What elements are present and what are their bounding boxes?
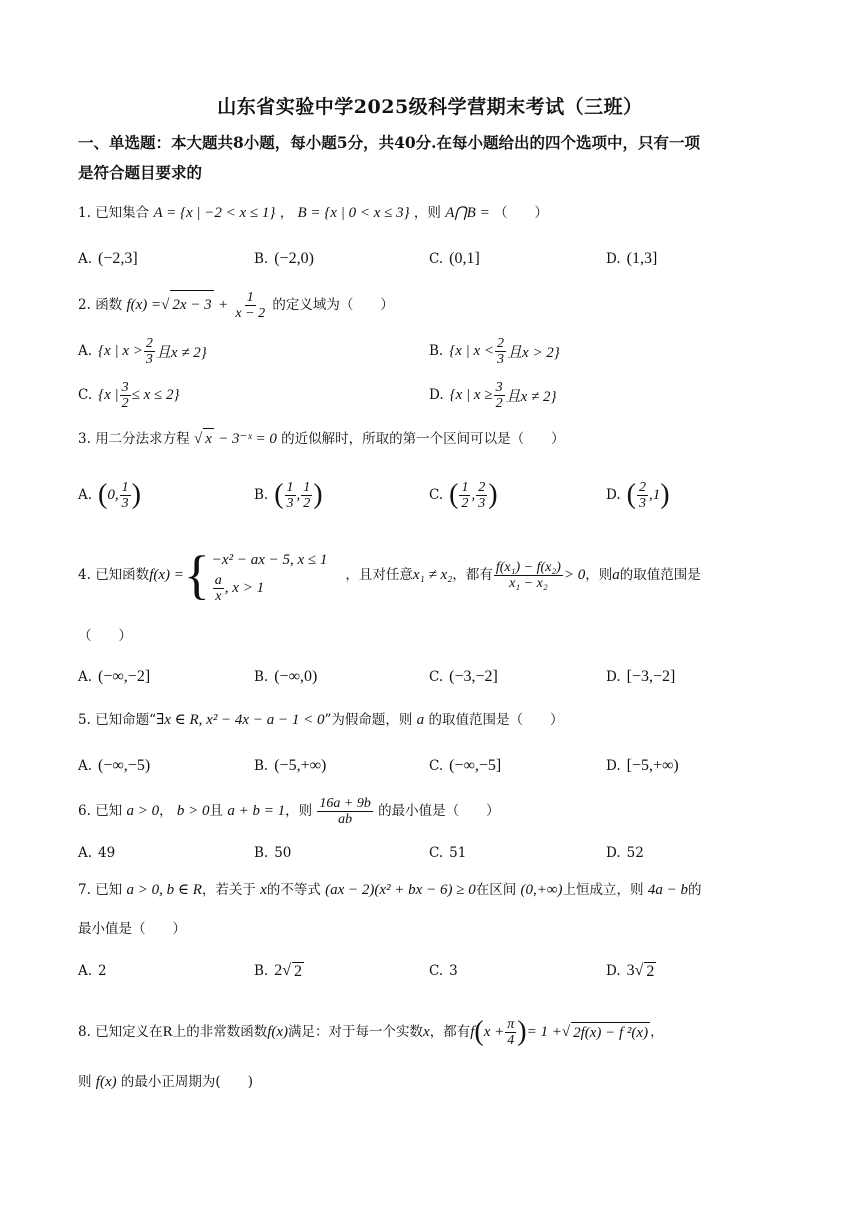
denominator: 2 (121, 395, 129, 411)
radicand: 2 (294, 962, 302, 980)
question-4-bracket: （ ） (78, 628, 132, 644)
question-5-options (78, 753, 790, 779)
question-number: 7. (78, 882, 91, 898)
option-label: A. (78, 669, 93, 685)
fraction (505, 1017, 516, 1048)
option-b[interactable] (254, 664, 317, 690)
question-number: 6. (78, 803, 91, 819)
option-label: C. (429, 669, 444, 685)
denominator: 4 (507, 1032, 515, 1048)
option-value: (−2,3] (98, 250, 138, 267)
numerator: 2 (478, 479, 486, 495)
numerator: 1 (286, 479, 294, 495)
fraction (120, 480, 131, 511)
question-text: ，都有 (452, 567, 493, 583)
function-name: f(x) = (149, 567, 184, 583)
question-text: 的最小正周期为( ) (120, 1074, 253, 1090)
interval: (0,+∞) (520, 882, 563, 898)
radicand: 2f(x) − f ²(x) (571, 1022, 650, 1043)
question-number: 1. (78, 205, 91, 221)
question-5 (78, 710, 790, 730)
question-text: 的 (687, 882, 702, 898)
option-label: D. (606, 845, 621, 861)
option-text: {x | x > (98, 342, 143, 359)
option-text: {x | x < (449, 342, 495, 359)
option-value: 49 (98, 845, 116, 861)
condition: b > 0 (176, 803, 210, 819)
option-c[interactable]: C. ( $\frac{1}{2}$ , $\frac{2}{3}$ ) (429, 479, 498, 511)
denominator: ab (338, 812, 353, 827)
question-text: 的定义域为（ ） (272, 297, 394, 313)
question-number: 5. (78, 712, 91, 728)
option-label: B. (254, 487, 269, 503)
separator: ，则 (413, 205, 441, 221)
fraction (476, 480, 487, 511)
option-label: A. (78, 343, 93, 359)
option-value: (−3,−2] (449, 668, 498, 685)
question-text: ，都有 (429, 1024, 471, 1040)
denominator: x − 2 (235, 306, 266, 321)
question-text: 已知 (95, 803, 123, 819)
question-text: 已知集合 (95, 205, 150, 221)
inequality: > 0 (563, 567, 586, 583)
numerator: π (507, 1016, 515, 1032)
option-value: (−∞,−5) (98, 757, 151, 774)
option-label: C. (429, 963, 444, 979)
fraction (285, 480, 296, 511)
question-text: ，则 (585, 567, 613, 583)
option-label: B. (254, 845, 269, 861)
option-label: B. (254, 669, 269, 685)
denominator: 3 (478, 495, 486, 511)
separator: ， (159, 803, 173, 819)
denominator: 3 (121, 495, 129, 511)
denominator: x₁ − x₂ (509, 575, 548, 591)
option-d[interactable]: D. ( $\frac{2}{3}$ ,1 ) (606, 479, 670, 511)
option-label: B. (429, 343, 444, 359)
option-label: B. (254, 251, 269, 267)
numerator: 1 (461, 479, 469, 495)
argument: x + (483, 1024, 505, 1040)
option-label: D. (606, 963, 621, 979)
numerator: 3 (495, 379, 503, 395)
plus-sign: + (217, 297, 229, 313)
intersection-expr: A⋂B = (445, 205, 490, 221)
fraction (495, 336, 506, 367)
option-text: 且x ≠ 2} (505, 388, 557, 405)
question-7-line2: 最小值是（ ） (78, 921, 186, 937)
question-text: 的取值范围是 (619, 567, 701, 583)
option-a[interactable] (78, 664, 150, 690)
function-name: f(x) (95, 1074, 117, 1090)
option-d[interactable] (606, 840, 644, 866)
option-label: C. (429, 758, 444, 774)
option-c[interactable] (429, 840, 466, 866)
option-a[interactable] (78, 336, 207, 366)
option-d[interactable] (606, 246, 657, 272)
equation: = 1 + (526, 1024, 562, 1040)
numerator: 16a + 9b (319, 796, 371, 811)
question-4-options (78, 664, 790, 690)
numerator: 2 (145, 335, 153, 351)
denominator: 3 (638, 495, 646, 511)
question-text: 函数 (95, 297, 123, 313)
option-label: D. (606, 758, 621, 774)
option-value: 52 (626, 845, 644, 861)
radicand: 2 (646, 962, 655, 980)
case-2: , x > 1 (224, 579, 265, 596)
fraction (120, 380, 131, 411)
set-a: A = {x | −2 < x ≤ 1} (153, 205, 276, 221)
denominator: 3 (497, 351, 505, 367)
option-c[interactable] (429, 753, 501, 779)
question-text: 在区间 (475, 882, 517, 898)
question-text: 的最小值是（ ） (378, 803, 500, 819)
option-text: {x | x ≥ (449, 386, 493, 403)
denominator: 2 (303, 495, 311, 511)
fraction (459, 480, 470, 511)
question-text: 已知命题“ (95, 712, 157, 728)
option-b[interactable]: B. 2 √ 2 (254, 962, 302, 980)
option-c[interactable] (429, 958, 458, 984)
option-a[interactable]: A. ( 0, $\frac{1}{3}$ ) (78, 479, 141, 511)
denominator: 3 (145, 351, 153, 367)
fraction (317, 796, 372, 827)
option-label: D. (606, 487, 621, 503)
fraction (213, 573, 224, 604)
question-number: 4. (78, 567, 91, 583)
radicand: 2x − 3 (170, 290, 213, 319)
option-label: B. (254, 758, 269, 774)
option-c[interactable] (78, 380, 180, 410)
question-text: 则 (78, 1074, 92, 1090)
section-heading-line1: 一、单选题：本大题共8小题，每小题5分，共40分.在每小题给出的四个选项中，只有一项 (78, 133, 701, 152)
condition: a > 0 (126, 803, 160, 819)
option-d[interactable]: D. 3 √ 2 (606, 962, 655, 980)
difference-quotient (494, 560, 563, 591)
fraction (144, 336, 155, 367)
question-text: ”为假命题，则 (324, 712, 413, 728)
denominator: x (215, 588, 222, 604)
option-value: (−∞,0) (274, 668, 318, 685)
fraction (637, 480, 648, 511)
question-text: 上的非常数函数 (172, 1024, 268, 1040)
question-6-options (78, 840, 790, 866)
section-heading-line2: 是符合题目要求的 (78, 163, 203, 182)
question-text: 的近似解时，所取的第一个区间可以是（ ） (281, 431, 565, 447)
option-d[interactable] (606, 753, 679, 779)
option-value: 3 (449, 963, 458, 979)
option-value: (−∞,−2] (98, 668, 151, 685)
numerator: 2 (638, 479, 646, 495)
option-label: D. (606, 251, 621, 267)
option-label: C. (429, 845, 444, 861)
option-d[interactable] (606, 664, 675, 690)
question-number: 3. (78, 431, 91, 447)
question-text: 满足：对于每一个实数 (288, 1024, 424, 1040)
question-4 (78, 540, 790, 610)
option-value: [−5,+∞) (626, 757, 679, 774)
real-numbers: R (162, 1024, 173, 1040)
numerator: 3 (121, 379, 129, 395)
question-text: 用二分法求方程 (95, 431, 190, 447)
option-label: B. (254, 963, 269, 979)
question-3-options (78, 475, 790, 515)
option-label: C. (429, 487, 444, 503)
question-2-options-row2 (78, 380, 790, 410)
denominator: 2 (461, 495, 469, 511)
option-value: (0,1] (449, 250, 480, 267)
option-value: 2 (98, 963, 107, 979)
option-text: {x | (98, 386, 119, 403)
piecewise-function: { −x² − ax − 5, x ≤ 1 $\frac{a}{x}$ , x > 1 (183, 545, 328, 605)
numerator: 1 (303, 479, 311, 495)
option-label: A. (78, 845, 93, 861)
option-c[interactable] (429, 664, 498, 690)
option-label: A. (78, 758, 93, 774)
separator: ， (279, 205, 294, 221)
option-label: D. (606, 669, 621, 685)
numerator: 1 (246, 290, 254, 305)
page-title: 山东省实验中学2025级科学营期末考试（三班） (217, 96, 643, 118)
option-label: A. (78, 251, 93, 267)
question-text: ，则 (285, 803, 313, 819)
option-b[interactable]: B. ( $\frac{1}{3}$ , $\frac{1}{2}$ ) (254, 479, 323, 511)
numerator: 2 (497, 335, 505, 351)
question-number: 8. (78, 1024, 91, 1040)
option-text: ≤ x ≤ 2} (131, 386, 180, 403)
question-text: 的取值范围是（ ） (428, 712, 564, 728)
question-6 (78, 796, 790, 827)
variable: x (423, 1024, 430, 1040)
option-b[interactable] (254, 753, 326, 779)
fraction (233, 290, 267, 321)
option-b[interactable] (254, 246, 314, 272)
option-value: (−2,0) (274, 250, 314, 267)
question-2-options-row1 (78, 336, 790, 366)
question-3: 3. 用二分法求方程 √ x − 3⁻ˣ = 0 的近似解时，所取的第一个区间可以是（ ） (78, 428, 790, 449)
option-label: A. (78, 963, 93, 979)
option-value: 50 (274, 845, 292, 861)
option-value: [−3,−2] (626, 668, 676, 685)
condition: x₁ ≠ x₂ (412, 567, 453, 583)
numerator: f(x₁) − f(x₂) (495, 559, 561, 575)
option-b[interactable] (429, 336, 560, 366)
option-a[interactable] (78, 840, 115, 866)
question-1-options (78, 246, 790, 272)
option-a[interactable] (78, 753, 150, 779)
option-value: 51 (449, 845, 467, 861)
option-label: D. (429, 387, 444, 403)
question-text: 已知定义在 (95, 1024, 163, 1040)
question-text: 的不等式 (266, 882, 321, 898)
proposition: ∃x ∈ R, x² − 4x − a − 1 < 0 (156, 712, 325, 728)
numerator: a (214, 572, 222, 588)
denominator: 2 (495, 395, 503, 411)
option-text: 0, (107, 486, 119, 503)
option-a[interactable] (78, 246, 138, 272)
set-b: B = {x | 0 < x ≤ 3} (297, 205, 410, 221)
variable: a (416, 712, 425, 728)
option-d[interactable] (429, 380, 556, 410)
option-value: (−5,+∞) (274, 757, 327, 774)
question-text: ，且对任意 (345, 567, 413, 583)
separator: ， (650, 1024, 664, 1040)
case-1: −x² − ax − 5, x ≤ 1 (211, 551, 328, 568)
option-c[interactable] (429, 246, 480, 272)
function-name: f(x) = (126, 297, 162, 313)
option-value: (−∞,−5] (449, 757, 502, 774)
option-text: 且x ≠ 2} (155, 344, 207, 361)
option-text: 且x > 2} (507, 344, 560, 361)
function-name: f(x) (267, 1024, 289, 1040)
question-number: 2. (78, 297, 91, 313)
numerator: 1 (121, 479, 129, 495)
fraction (494, 380, 505, 411)
option-value: 3 (626, 962, 635, 979)
condition: a + b = 1 (227, 803, 286, 819)
question-7 (78, 880, 790, 900)
variable: x (260, 882, 267, 898)
option-value: (1,3] (626, 250, 658, 267)
inequality: (ax − 2)(x² + bx − 6) ≥ 0 (325, 882, 476, 898)
question-8: 8. 已知定义在 R 上的非常数函数 f(x) 满足：对于每一个实数 x ，都有 f ( x + $\frac{\pi}{4}$ ) = 1 + √ 2f(x) − f ²(x) ， (78, 1016, 664, 1048)
question-1 (78, 203, 790, 223)
question-text: 已知 (95, 882, 123, 898)
option-value: 2 (274, 962, 283, 979)
denominator: 3 (286, 495, 294, 511)
question-7-options (78, 958, 790, 984)
question-text: 且 (209, 803, 224, 819)
question-2: 2. 函数 f(x) =√ 2x − 3 + $\frac{1}{x - 2}$ 的定义域为（ ） (78, 290, 394, 321)
question-text: 上恒成立，则 (562, 882, 644, 898)
section-heading (78, 128, 790, 188)
target-expr: 4a − b (647, 882, 688, 898)
option-b[interactable] (254, 840, 291, 866)
question-text: ，若关于 (201, 882, 256, 898)
option-label: C. (429, 251, 444, 267)
condition: a > 0, b ∈ R (126, 882, 202, 898)
radicand: x (203, 428, 214, 449)
function-name: f (470, 1024, 475, 1040)
option-text: ,1 (648, 486, 661, 503)
variable: a (612, 567, 620, 583)
question-text: 已知函数 (95, 567, 150, 583)
question-8-line2 (78, 1072, 790, 1092)
fraction (301, 480, 312, 511)
option-label: C. (78, 387, 93, 403)
answer-bracket: （ ） (494, 205, 548, 221)
equation: − 3⁻ˣ = 0 (218, 431, 277, 447)
option-label: A. (78, 487, 93, 503)
option-a[interactable] (78, 958, 107, 984)
